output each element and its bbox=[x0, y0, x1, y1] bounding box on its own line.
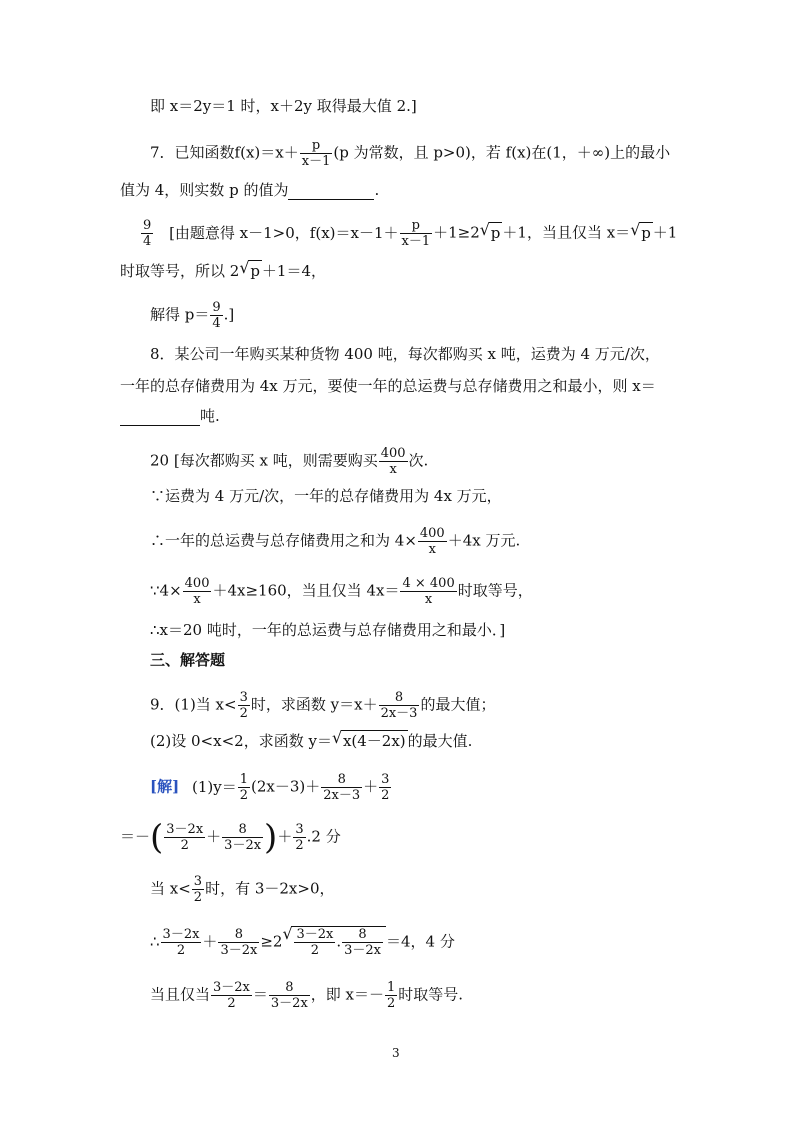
fraction bbox=[379, 772, 391, 803]
sqrt: √ p bbox=[248, 260, 262, 281]
fraction bbox=[400, 218, 433, 249]
denominator: 2 bbox=[239, 706, 248, 721]
denominator: 2 bbox=[381, 788, 390, 803]
question-7-line bbox=[150, 138, 670, 169]
numerator: 9 bbox=[143, 218, 152, 233]
numerator: 3－2x bbox=[162, 927, 200, 942]
answer-7-line bbox=[140, 218, 677, 249]
solution-line-2 bbox=[120, 817, 341, 858]
numerator: 400 bbox=[380, 446, 406, 461]
fraction bbox=[385, 980, 397, 1011]
left-paren: ( bbox=[150, 817, 164, 858]
numerator: 3 bbox=[381, 772, 390, 787]
denominator: 3－2x bbox=[220, 943, 258, 958]
numerator: √ 3－2x bbox=[296, 927, 334, 942]
text: 当且仅当 bbox=[150, 985, 211, 1004]
fraction bbox=[222, 822, 263, 853]
answer-blank bbox=[288, 185, 374, 200]
denominator: 2 bbox=[161, 942, 202, 958]
page-number: 3 bbox=[392, 1046, 400, 1060]
fraction bbox=[238, 690, 250, 721]
question-8-line bbox=[150, 344, 660, 364]
solution-label: [解] bbox=[150, 777, 180, 796]
denominator: x bbox=[183, 591, 212, 607]
numerator: 8 bbox=[234, 927, 244, 942]
text: ∵运费为 4 万元/次，一年的总存储费用为 4x 万元， bbox=[150, 487, 502, 505]
answer-7-line-3 bbox=[150, 300, 234, 331]
text: 值为 4，则实数 p 的值为 bbox=[120, 181, 289, 199]
denominator: 2 bbox=[239, 788, 248, 803]
text: ∴一年的总运费与总存储费用之和为 4× bbox=[150, 531, 417, 550]
text: ＋ bbox=[277, 827, 293, 846]
question-7-line-2 bbox=[120, 180, 379, 200]
section-title: 三、解答题 bbox=[150, 651, 226, 669]
answer-blank bbox=[120, 411, 200, 426]
numerator: p bbox=[311, 138, 321, 153]
fraction bbox=[418, 526, 447, 557]
fraction bbox=[379, 690, 420, 721]
numerator: 8 bbox=[238, 822, 247, 837]
fraction bbox=[300, 138, 333, 169]
answer-8-line-5 bbox=[150, 620, 505, 640]
question-8-line-3 bbox=[120, 406, 220, 426]
fraction bbox=[210, 300, 222, 331]
fraction bbox=[141, 218, 153, 249]
text: f(x)＝x＋ bbox=[234, 143, 299, 162]
numerator: 9 bbox=[212, 300, 221, 315]
text: 时取等号，所以 2 bbox=[120, 262, 240, 280]
fraction bbox=[342, 927, 383, 958]
denominator: 2 bbox=[294, 942, 335, 958]
numerator: 1 bbox=[387, 980, 396, 995]
denominator: x－1 bbox=[401, 234, 431, 249]
numerator: 8 bbox=[358, 927, 367, 942]
sqrt: √ p bbox=[639, 222, 653, 243]
denominator: x bbox=[400, 591, 456, 607]
question-8-line-2 bbox=[120, 376, 656, 396]
text: (1)y＝ bbox=[191, 777, 237, 796]
numerator: 3 bbox=[239, 690, 248, 705]
text: ＋4x 万元. bbox=[447, 531, 521, 550]
text: ＝－ bbox=[120, 827, 151, 846]
text: ＋4x≥160，当且仅当 4x＝ bbox=[212, 581, 400, 600]
denominator: 2 bbox=[295, 838, 304, 853]
text: 当 x< bbox=[150, 879, 191, 898]
answer-7-line-2 bbox=[120, 260, 326, 281]
numerator: 3－2x bbox=[166, 822, 204, 837]
text-line bbox=[150, 96, 417, 116]
text: 解得 p＝ bbox=[150, 305, 210, 324]
text: [由题意得 x－1>0，f(x)＝x－1＋ bbox=[169, 223, 399, 242]
answer-8-line-3 bbox=[150, 526, 520, 557]
answer-8-line bbox=[150, 446, 428, 477]
fraction bbox=[269, 980, 310, 1011]
solution-line-4 bbox=[150, 926, 455, 958]
fraction bbox=[379, 446, 408, 477]
text: (2)设 0<x<2，求函数 y＝ bbox=[150, 732, 332, 750]
numerator: 1 bbox=[239, 772, 248, 787]
denominator: x bbox=[379, 461, 408, 477]
text: 9．(1)当 x< bbox=[150, 695, 237, 714]
text: 时，有 3－2x>0， bbox=[205, 879, 335, 898]
denominator: 2 bbox=[211, 995, 252, 1011]
numerator: 8 bbox=[394, 690, 404, 705]
text: ＋1 bbox=[652, 223, 678, 242]
text: 吨. bbox=[200, 407, 220, 425]
denominator: x－1 bbox=[301, 154, 331, 169]
text: ＋1＝4， bbox=[261, 262, 327, 280]
sqrt: √ x(4－2x) bbox=[341, 730, 408, 751]
numerator: 8 bbox=[337, 772, 346, 787]
text: 即 x＝2y＝1 时，x＋2y 取得最大值 2.] bbox=[150, 97, 417, 115]
answer-8-line-4 bbox=[150, 576, 533, 607]
text: ，即 x＝－ bbox=[310, 985, 385, 1004]
text: 时取等号. bbox=[398, 985, 464, 1004]
numerator: 4 × 400 bbox=[402, 576, 455, 591]
text: ∴x＝20 吨时，一年的总运费与总存储费用之和最小．] bbox=[150, 621, 506, 639]
numerator: p bbox=[411, 218, 420, 233]
denominator: 2 bbox=[164, 837, 205, 853]
fraction bbox=[321, 772, 362, 803]
text: . bbox=[336, 932, 342, 951]
sqrt: √ p bbox=[489, 222, 503, 243]
text: ＝4，4 分 bbox=[385, 932, 455, 951]
fraction bbox=[183, 576, 212, 607]
denominator: 2 bbox=[387, 996, 396, 1011]
fraction bbox=[211, 980, 252, 1011]
question-9-line bbox=[150, 690, 495, 721]
numerator: 3 bbox=[193, 874, 203, 889]
solution-line-1 bbox=[150, 772, 392, 803]
text: .2 分 bbox=[306, 827, 341, 846]
question-9-line-2 bbox=[150, 730, 472, 751]
text: ＋1≥2 bbox=[433, 223, 480, 242]
solution-line-3 bbox=[150, 874, 335, 905]
text: 次. bbox=[408, 451, 429, 470]
text: 一年的总存储费用为 4x 万元，要使一年的总运费与总存储费用之和最小，则 x＝ bbox=[120, 377, 656, 395]
text: ≥2 bbox=[260, 932, 283, 951]
text: (2x－3)＋ bbox=[251, 777, 321, 796]
answer-8-line-2 bbox=[150, 486, 502, 506]
denominator: 2 bbox=[193, 890, 203, 905]
text: 7．已知函数 bbox=[150, 143, 235, 162]
denominator: 4 bbox=[143, 234, 152, 249]
text: ＋1，当且仅当 x＝ bbox=[502, 223, 631, 242]
fraction bbox=[294, 927, 335, 958]
text: ＋ bbox=[202, 932, 218, 951]
fraction bbox=[218, 927, 259, 958]
sqrt bbox=[291, 926, 386, 958]
section-heading bbox=[150, 650, 225, 670]
fraction bbox=[238, 772, 250, 803]
fraction bbox=[293, 822, 305, 853]
text: . bbox=[374, 181, 380, 199]
denominator: 3－2x bbox=[344, 943, 381, 958]
text: ＝ bbox=[252, 985, 268, 1004]
fraction bbox=[192, 874, 204, 905]
text: ∴ bbox=[150, 932, 160, 951]
denominator: 3－2x bbox=[270, 996, 308, 1011]
fraction bbox=[400, 576, 456, 607]
fraction bbox=[161, 927, 202, 958]
text: .] bbox=[223, 305, 235, 324]
numerator: 3 bbox=[295, 822, 304, 837]
numerator: 400 bbox=[419, 526, 445, 541]
solution-line-5 bbox=[150, 980, 463, 1011]
fraction bbox=[164, 822, 205, 853]
text: (p 为常数，且 p>0)，若 f(x)在(1，＋∞)上的最小 bbox=[333, 143, 671, 162]
text: ∵4× bbox=[150, 581, 182, 600]
numerator: 400 bbox=[184, 576, 210, 591]
text: 时，求函数 y＝x＋ bbox=[250, 695, 378, 714]
denominator: x bbox=[418, 541, 447, 557]
text: 的最大值； bbox=[420, 695, 496, 714]
numerator: 3－2x bbox=[213, 980, 250, 995]
text: ＋ bbox=[206, 827, 222, 846]
denominator: 3－2x bbox=[224, 838, 262, 853]
denominator: 2x－3 bbox=[323, 788, 361, 803]
numerator: 8 bbox=[285, 980, 294, 995]
text: 时取等号， bbox=[457, 581, 533, 600]
denominator: 4 bbox=[212, 316, 221, 331]
denominator: 2x－3 bbox=[380, 706, 418, 721]
right-paren: ) bbox=[264, 817, 278, 858]
text: 的最大值. bbox=[407, 732, 473, 750]
text: ＋ bbox=[363, 777, 379, 796]
text: 20 [每次都购买 x 吨，则需要购买 bbox=[150, 451, 378, 470]
text: 8．某公司一年购买某种货物 400 吨，每次都购买 x 吨，运费为 4 万元/次， bbox=[150, 345, 660, 363]
